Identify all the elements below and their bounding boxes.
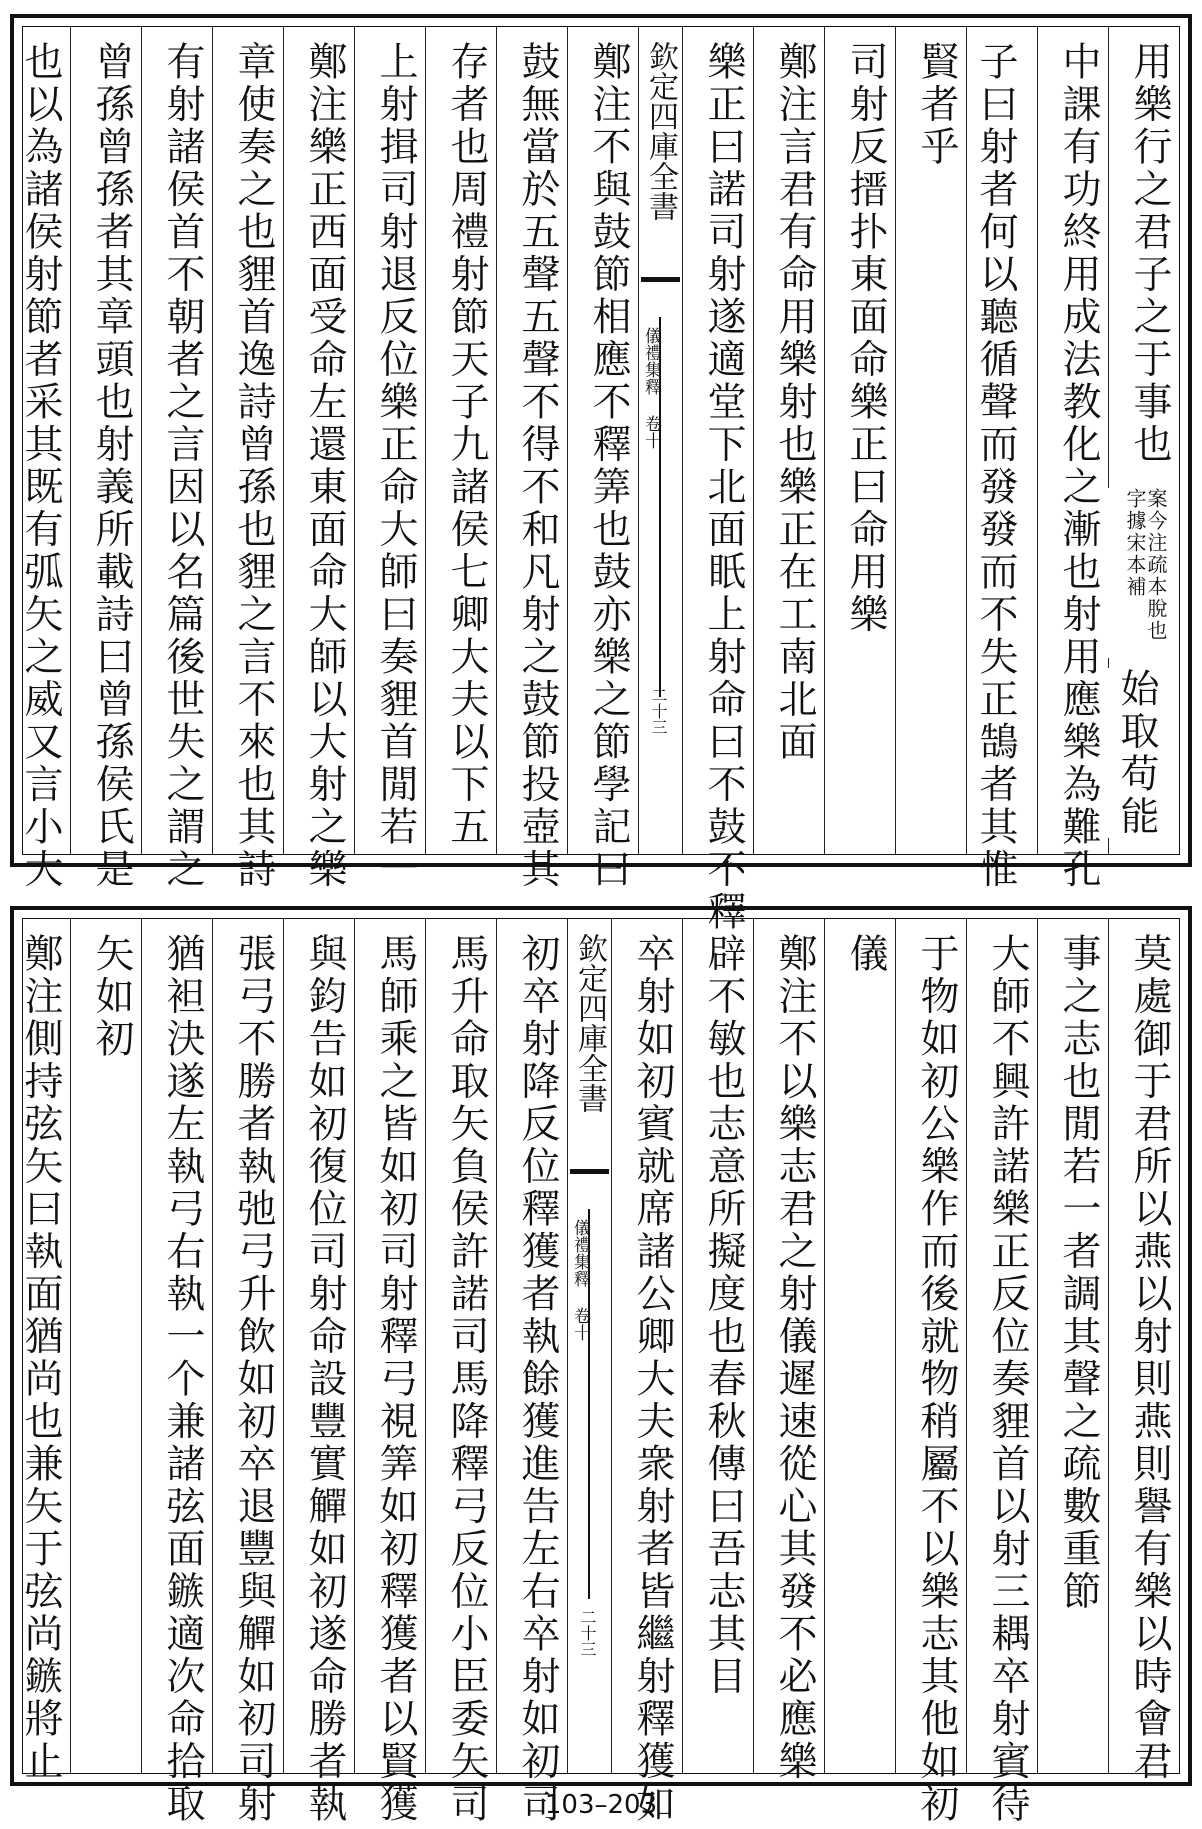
text-column: 矢如初 — [70, 919, 141, 1773]
text-column: 中課有功終用成法教化之漸也射用應樂為難孔 — [1037, 27, 1108, 854]
book-subtitle: 儀禮集釋 卷十 — [641, 327, 661, 449]
text-column: 鄭注不以樂志君之射儀遲速從心其發不必應樂 — [753, 919, 824, 1773]
page-number: 103–203 — [544, 1790, 658, 1820]
text-column: 辟不敏也志意所擬度也春秋傳曰吾志其目 — [682, 919, 753, 1773]
text-column: 初卒射降反位釋獲者執餘獲進告左右卒射如初司 — [496, 919, 567, 1773]
leaf-number: 二十三 — [649, 687, 668, 735]
text-column: 曾孫曾孫者其章頭也射義所載詩曰曾孫侯氏是 — [70, 27, 141, 854]
text-column: 馬師乘之皆如初司射釋弓視筭如初釋獲者以賢獲 — [354, 919, 425, 1773]
text-column: 有射諸侯首不朝者之言因以名篇後世失之謂之 — [141, 27, 212, 854]
center-fold — [567, 919, 611, 1773]
text-column: 上射揖司射退反位樂正命大師曰奏貍首閒若一 — [354, 27, 425, 854]
text-column: 樂正曰諾司射遂適堂下北面眂上射命曰不鼓不釋 — [682, 27, 753, 854]
text-column: 儀 — [824, 919, 895, 1773]
text-column: 于物如初公樂作而後就物稍屬不以樂志其他如初 — [895, 919, 966, 1773]
center-fold — [638, 27, 682, 854]
text-column: 與鈞告如初復位司射命設豐實觶如初遂命勝者執 — [283, 919, 354, 1773]
text-column: 鄭注樂正西面受命左還東面命大師以大射之樂 — [283, 27, 354, 854]
text-column: 鼓無當於五聲五聲不得不和凡射之鼓節投壺其 — [496, 27, 567, 854]
book-title: 欽定四庫全書 — [572, 933, 607, 1113]
text-column: 用樂行之君子之于事也 — [1108, 27, 1179, 854]
text-column: 章使奏之也貍首逸詩曾孫也貍之言不來也其詩 — [212, 27, 283, 854]
leaf-number: 二十三 — [578, 1609, 597, 1657]
text-column: 司射反搢扑東面命樂正曰命用樂 — [824, 27, 895, 854]
text-column: 鄭注側持弦矢曰執面猶尚也兼矢于弦尚鏃將止 — [18, 933, 63, 1783]
text-column: 卒射如初賓就席諸公卿大夫衆射者皆繼射釋獲如 — [611, 919, 682, 1773]
text-column: 大師不興許諾樂正反位奏貍首以射三耦卒射賓待 — [966, 919, 1037, 1773]
text-column: 也以為諸侯射節者采其既有弧矢之威又言小大 — [18, 41, 63, 891]
text-column: 鄭注不與鼓節相應不釋筭也鼓亦樂之節學記曰 — [567, 27, 638, 854]
text-column: 存者也周禮射節天子九諸侯七卿大夫以下五 — [425, 27, 496, 854]
top-leaf — [10, 14, 1192, 934]
text-column: 莫處御于君所以燕以射則燕則譽有樂以時會君 — [1108, 919, 1179, 1773]
book-subtitle: 儀禮集釋 卷十 — [570, 1219, 590, 1341]
text-column: 事之志也閒若一者調其聲之疏數重節 — [1037, 919, 1108, 1773]
text-column: 賢者乎 — [895, 27, 966, 854]
book-title: 欽定四庫全書 — [643, 41, 678, 221]
main-text: 子曰射者何以聽循聲而發發而不失正鵠者其惟 — [973, 41, 1018, 891]
text-column-with-note — [966, 27, 1037, 891]
top-leaf-columns — [18, 26, 1180, 934]
text-column: 張弓不勝者執弛弓升飲如初卒退豐與觶如初司射 — [212, 919, 283, 1773]
text-column: 鄭注言君有命用樂射也樂正在工南北面 — [753, 27, 824, 854]
small-print-note: 案今注疏本脫也字據宋本補 — [1106, 488, 1166, 658]
text-column: 馬升命取矢負侯許諾司馬降釋弓反位小臣委矢司 — [425, 919, 496, 1773]
note-continuation: 始取苟能 — [1106, 668, 1166, 838]
text-column: 猶袒決遂左執弓右執一个兼諸弦面鏃適次命拾取 — [141, 919, 212, 1773]
